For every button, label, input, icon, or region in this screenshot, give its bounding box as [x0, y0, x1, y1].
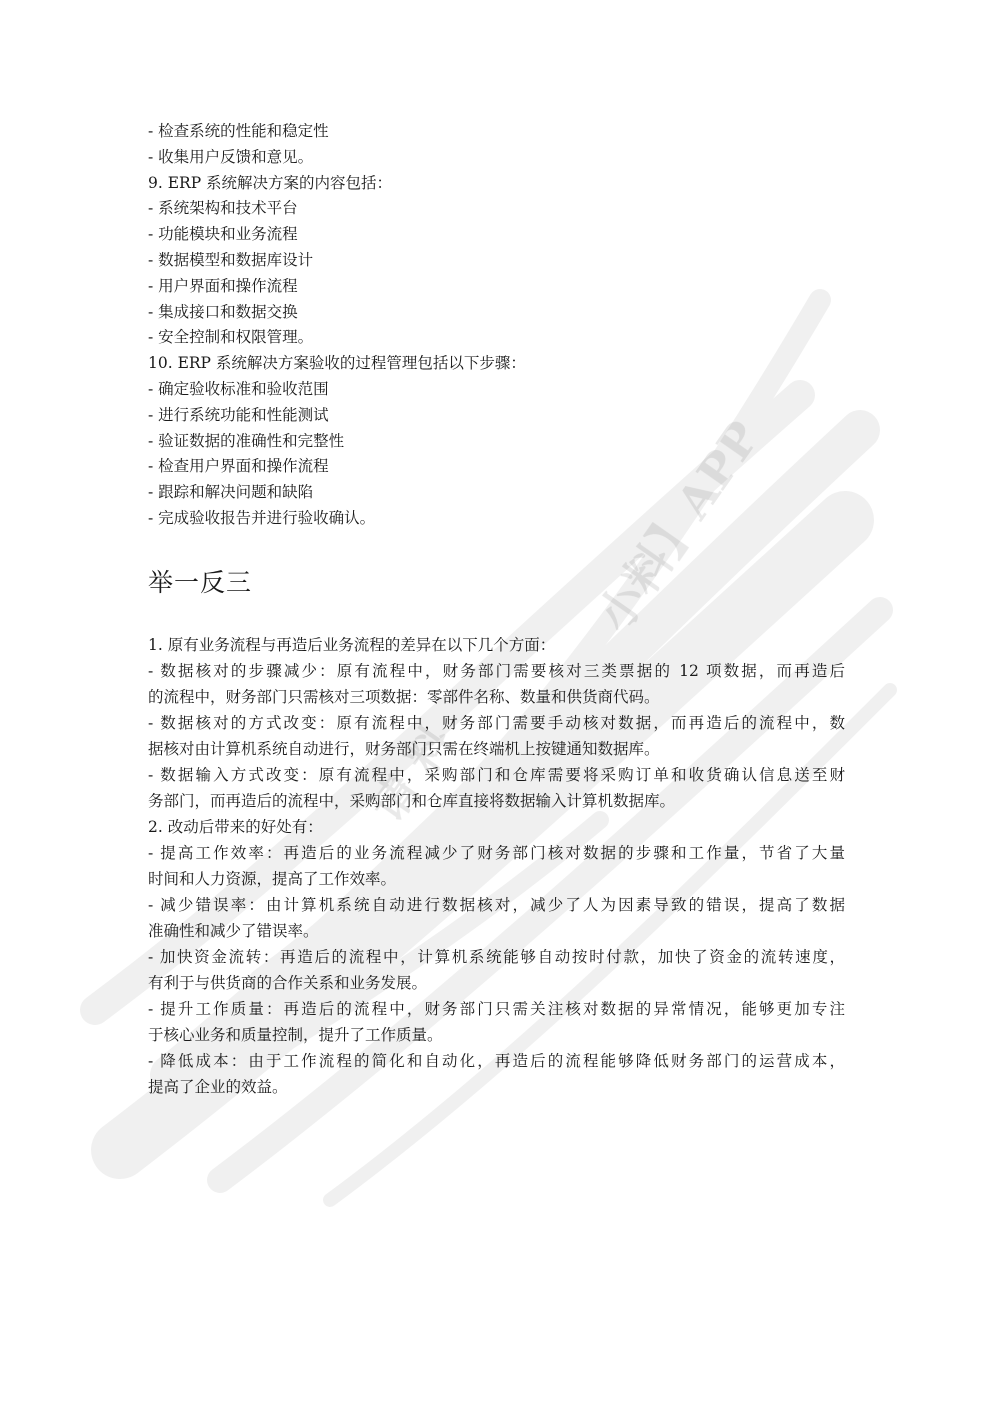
paragraph-line: 有利于与供货商的合作关系和业务发展。 [148, 974, 428, 992]
list-item: - 用户界面和操作流程 [148, 276, 298, 295]
list-item: - 验证数据的准确性和完整性 [148, 431, 345, 450]
question-10-title: 10. ERP 系统解决方案验收的过程管理包括以下步骤： [148, 354, 526, 373]
list-item: - 检查用户界面和操作流程 [148, 457, 329, 476]
list-item: - 完成验收报告并进行验收确认。 [148, 508, 376, 527]
paragraph-line: - 提高工作效率：再造后的业务流程减少了财务部门核对数据的步骤和工作量，节省了大量 [148, 844, 845, 862]
paragraph-line: - 数据输入方式改变：原有流程中，采购部门和仓库需要将采购订单和收货确认信息送至财 [148, 766, 845, 784]
list-item: - 确定验收标准和验收范围 [148, 379, 329, 398]
paragraph-line: 准确性和减少了错误率。 [148, 922, 319, 940]
list-item: - 检查系统的性能和稳定性 [148, 122, 329, 140]
paragraph-line: - 加快资金流转：再造后的流程中，计算机系统能够自动按时付款，加快了资金的流转速度， [148, 948, 845, 966]
paragraph-line: - 减少错误率：由计算机系统自动进行数据核对，减少了人为因素导致的错误，提高了数据 [148, 896, 845, 914]
list-item: - 安全控制和权限管理。 [148, 328, 314, 347]
paragraph-line: - 提升工作质量：再造后的流程中，财务部门只需关注核对数据的异常情况，能够更加专注 [148, 1000, 845, 1018]
list-item: - 系统架构和技术平台 [148, 199, 298, 218]
answer-list-a [148, 119, 845, 532]
list-item: - 跟踪和解决问题和缺陷 [148, 483, 314, 502]
paragraph-line: 的流程中，财务部门只需核对三项数据：零部件名称、数量和供货商代码。 [148, 688, 660, 706]
list-item: - 收集用户反馈和意见。 [148, 147, 314, 166]
list-item: - 进行系统功能和性能测试 [148, 405, 329, 424]
list-item: - 集成接口和数据交换 [148, 302, 298, 321]
list-item: - 数据模型和数据库设计 [148, 250, 314, 269]
paragraph-line: 务部门，而再造后的流程中，采购部门和仓库直接将数据输入计算机数据库。 [148, 792, 676, 810]
answer-section-b [148, 632, 845, 1100]
paragraph-line: - 数据核对的方式改变：原有流程中，财务部门需要手动核对数据，而再造后的流程中，数 [148, 714, 845, 732]
paragraph-line: - 数据核对的步骤减少：原有流程中，财务部门需要核对三类票据的 12 项数据，而再造后 [148, 662, 845, 680]
list-item: - 功能模块和业务流程 [148, 225, 298, 244]
paragraph-line: 据核对由计算机系统自动进行，财务部门只需在终端机上按键通知数据库。 [148, 740, 660, 758]
paragraph-line: - 降低成本：由于工作流程的简化和自动化，再造后的流程能够降低财务部门的运营成本， [148, 1052, 845, 1070]
question-1-title: 1. 原有业务流程与再造后业务流程的差异在以下几个方面： [148, 636, 556, 654]
section-heading: 举一反三 [148, 568, 253, 597]
paragraph-line: 时间和人力资源，提高了工作效率。 [148, 870, 397, 888]
question-9-title: 9. ERP 系统解决方案的内容包括： [148, 173, 393, 192]
paragraph-line: 提高了企业的效益。 [148, 1078, 288, 1096]
paragraph-line: 于核心业务和质量控制，提升了工作质量。 [148, 1026, 443, 1044]
question-2-title: 2. 改动后带来的好处有： [148, 818, 323, 836]
watermark-text-partial: 请 料 [362, 717, 464, 832]
watermark-text: 小料】APP [586, 411, 771, 642]
